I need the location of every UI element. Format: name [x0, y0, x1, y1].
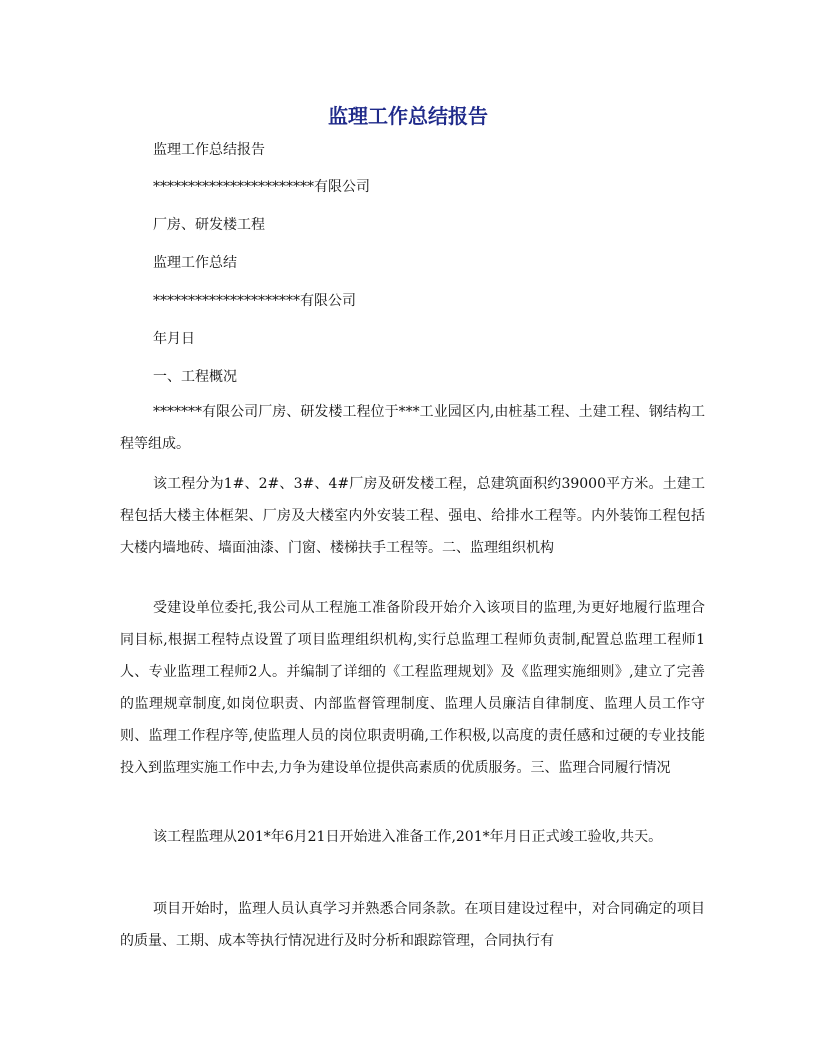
section-heading-overview: 一、工程概况: [153, 369, 237, 385]
paragraph-project-scope: 该工程分为1#、2#、3#、4#厂房及研发楼工程，总建筑面积约39000平方米。土建工程包括大楼主体框架、厂房及大楼室内外安装工程、强电、给排水工程等。内外装饰工程包括大楼内墙地砖、墙面油漆、门窗、楼梯扶手工程等。二、监理组织机构: [120, 476, 705, 556]
header-line-date: 年月日: [153, 331, 195, 347]
header-line-summary: 监理工作总结: [153, 255, 237, 271]
paragraph-contract-period: 该工程监理从201*年6月21日开始进入准备工作,201*年月日正式竣工验收,共天。: [153, 829, 663, 845]
paragraph-supervision-organization: 受建设单位委托,我公司从工程施工准备阶段开始介入该项目的监理,为更好地履行监理合同目标,根据工程特点设置了项目监理组织机构,实行总监理工程师负责制,配置总监理工程师1人、专业监理工程师2人。并编制了详细的《工程监理规划》及《监理实施细则》,建立了完善的监理规章制度,如岗位职责、内部监督管理制度、监理人员廉洁自律制度、监理人员工作守则、监理工作程序等,使监理人员的岗位职责明确,工作积极,以高度的责任感和过硬的专业技能投入到监理实施工作中去,力争为建设单位提供高素质的优质服务。三、监理合同履行情况: [120, 600, 705, 776]
header-line-project: 厂房、研发楼工程: [153, 217, 265, 233]
paragraph-project-location: *******有限公司厂房、研发楼工程位于***工业园区内,由桩基工程、土建工程、钢结构工程等组成。: [120, 404, 705, 452]
document-title: 监理工作总结报告: [328, 104, 488, 128]
header-line-report-name: 监理工作总结报告: [153, 142, 265, 158]
header-line-company: ***********************有限公司: [153, 179, 370, 195]
paragraph-contract-management: 项目开始时，监理人员认真学习并熟悉合同条款。在项目建设过程中，对合同确定的项目的质量、工期、成本等执行情况进行及时分析和跟踪管理，合同执行有: [120, 901, 705, 949]
header-line-supervisor-company: *********************有限公司: [153, 293, 356, 309]
